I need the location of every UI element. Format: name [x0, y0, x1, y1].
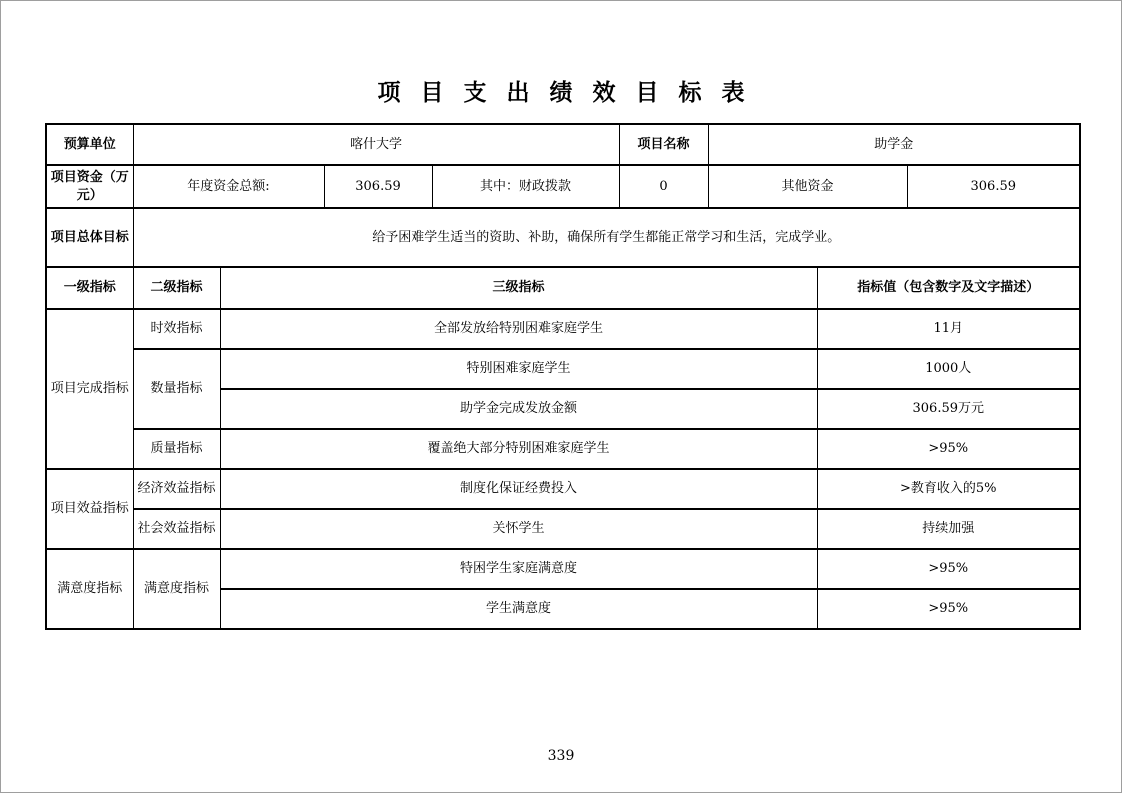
level2-satisfaction: 满意度指标 — [133, 549, 220, 629]
level3-text: 学生满意度 — [220, 589, 817, 629]
indicator-row — [46, 469, 1080, 509]
level3-text: 特困学生家庭满意度 — [220, 549, 817, 589]
indicator-row — [46, 429, 1080, 469]
indicator-value: >教育收入的5% — [817, 469, 1080, 509]
fiscal-allocation-value: 0 — [619, 165, 708, 208]
indicator-value: 306.59万元 — [817, 389, 1080, 429]
performance-target-table — [45, 123, 1081, 630]
project-name-label: 项目名称 — [619, 124, 708, 165]
header-value: 指标值（包含数字及文字描述） — [817, 267, 1080, 309]
overall-goal-text: 给予困难学生适当的资助、补助，确保所有学生都能正常学习和生活，完成学业。 — [133, 208, 1080, 267]
document-title — [1, 74, 1121, 107]
level3-text: 全部发放给特别困难家庭学生 — [220, 309, 817, 349]
indicator-value: 1000人 — [817, 349, 1080, 389]
level2-timeliness: 时效指标 — [133, 309, 220, 349]
indicator-row — [46, 509, 1080, 549]
project-funds-label: 项目资金（万元） — [46, 165, 133, 208]
indicator-value: >95% — [817, 429, 1080, 469]
level3-text: 制度化保证经费投入 — [220, 469, 817, 509]
budget-unit-label: 预算单位 — [46, 124, 133, 165]
indicator-row — [46, 549, 1080, 589]
level2-economic: 经济效益指标 — [133, 469, 220, 509]
page-number: 339 — [547, 748, 575, 764]
indicator-row — [46, 349, 1080, 389]
level2-social: 社会效益指标 — [133, 509, 220, 549]
row-indicator-headers — [46, 267, 1080, 309]
row-project-funds — [46, 165, 1080, 208]
level3-text: 覆盖绝大部分特别困难家庭学生 — [220, 429, 817, 469]
other-funds-value: 306.59 — [907, 165, 1080, 208]
level1-satisfaction: 满意度指标 — [46, 549, 133, 629]
indicator-value: >95% — [817, 589, 1080, 629]
budget-unit-value: 喀什大学 — [133, 124, 619, 165]
header-level1: 一级指标 — [46, 267, 133, 309]
level1-benefit: 项目效益指标 — [46, 469, 133, 549]
level3-text: 关怀学生 — [220, 509, 817, 549]
annual-total-value: 306.59 — [324, 165, 432, 208]
document-title-text: 项目支出绩效目标表 — [377, 79, 765, 106]
indicator-row — [46, 309, 1080, 349]
level3-text: 助学金完成发放金额 — [220, 389, 817, 429]
fiscal-allocation-label: 其中：财政拨款 — [432, 165, 619, 208]
header-level2: 二级指标 — [133, 267, 220, 309]
indicator-value: >95% — [817, 549, 1080, 589]
level3-text: 特别困难家庭学生 — [220, 349, 817, 389]
row-overall-goal — [46, 208, 1080, 267]
annual-total-label: 年度资金总额: — [133, 165, 324, 208]
level1-completion: 项目完成指标 — [46, 309, 133, 469]
indicator-value: 持续加强 — [817, 509, 1080, 549]
overall-goal-label: 项目总体目标 — [46, 208, 133, 267]
other-funds-label: 其他资金 — [708, 165, 907, 208]
header-level3: 三级指标 — [220, 267, 817, 309]
indicator-value: 11月 — [817, 309, 1080, 349]
level2-quantity: 数量指标 — [133, 349, 220, 429]
row-budget-unit — [46, 124, 1080, 165]
level2-quality: 质量指标 — [133, 429, 220, 469]
project-name-value: 助学金 — [708, 124, 1080, 165]
